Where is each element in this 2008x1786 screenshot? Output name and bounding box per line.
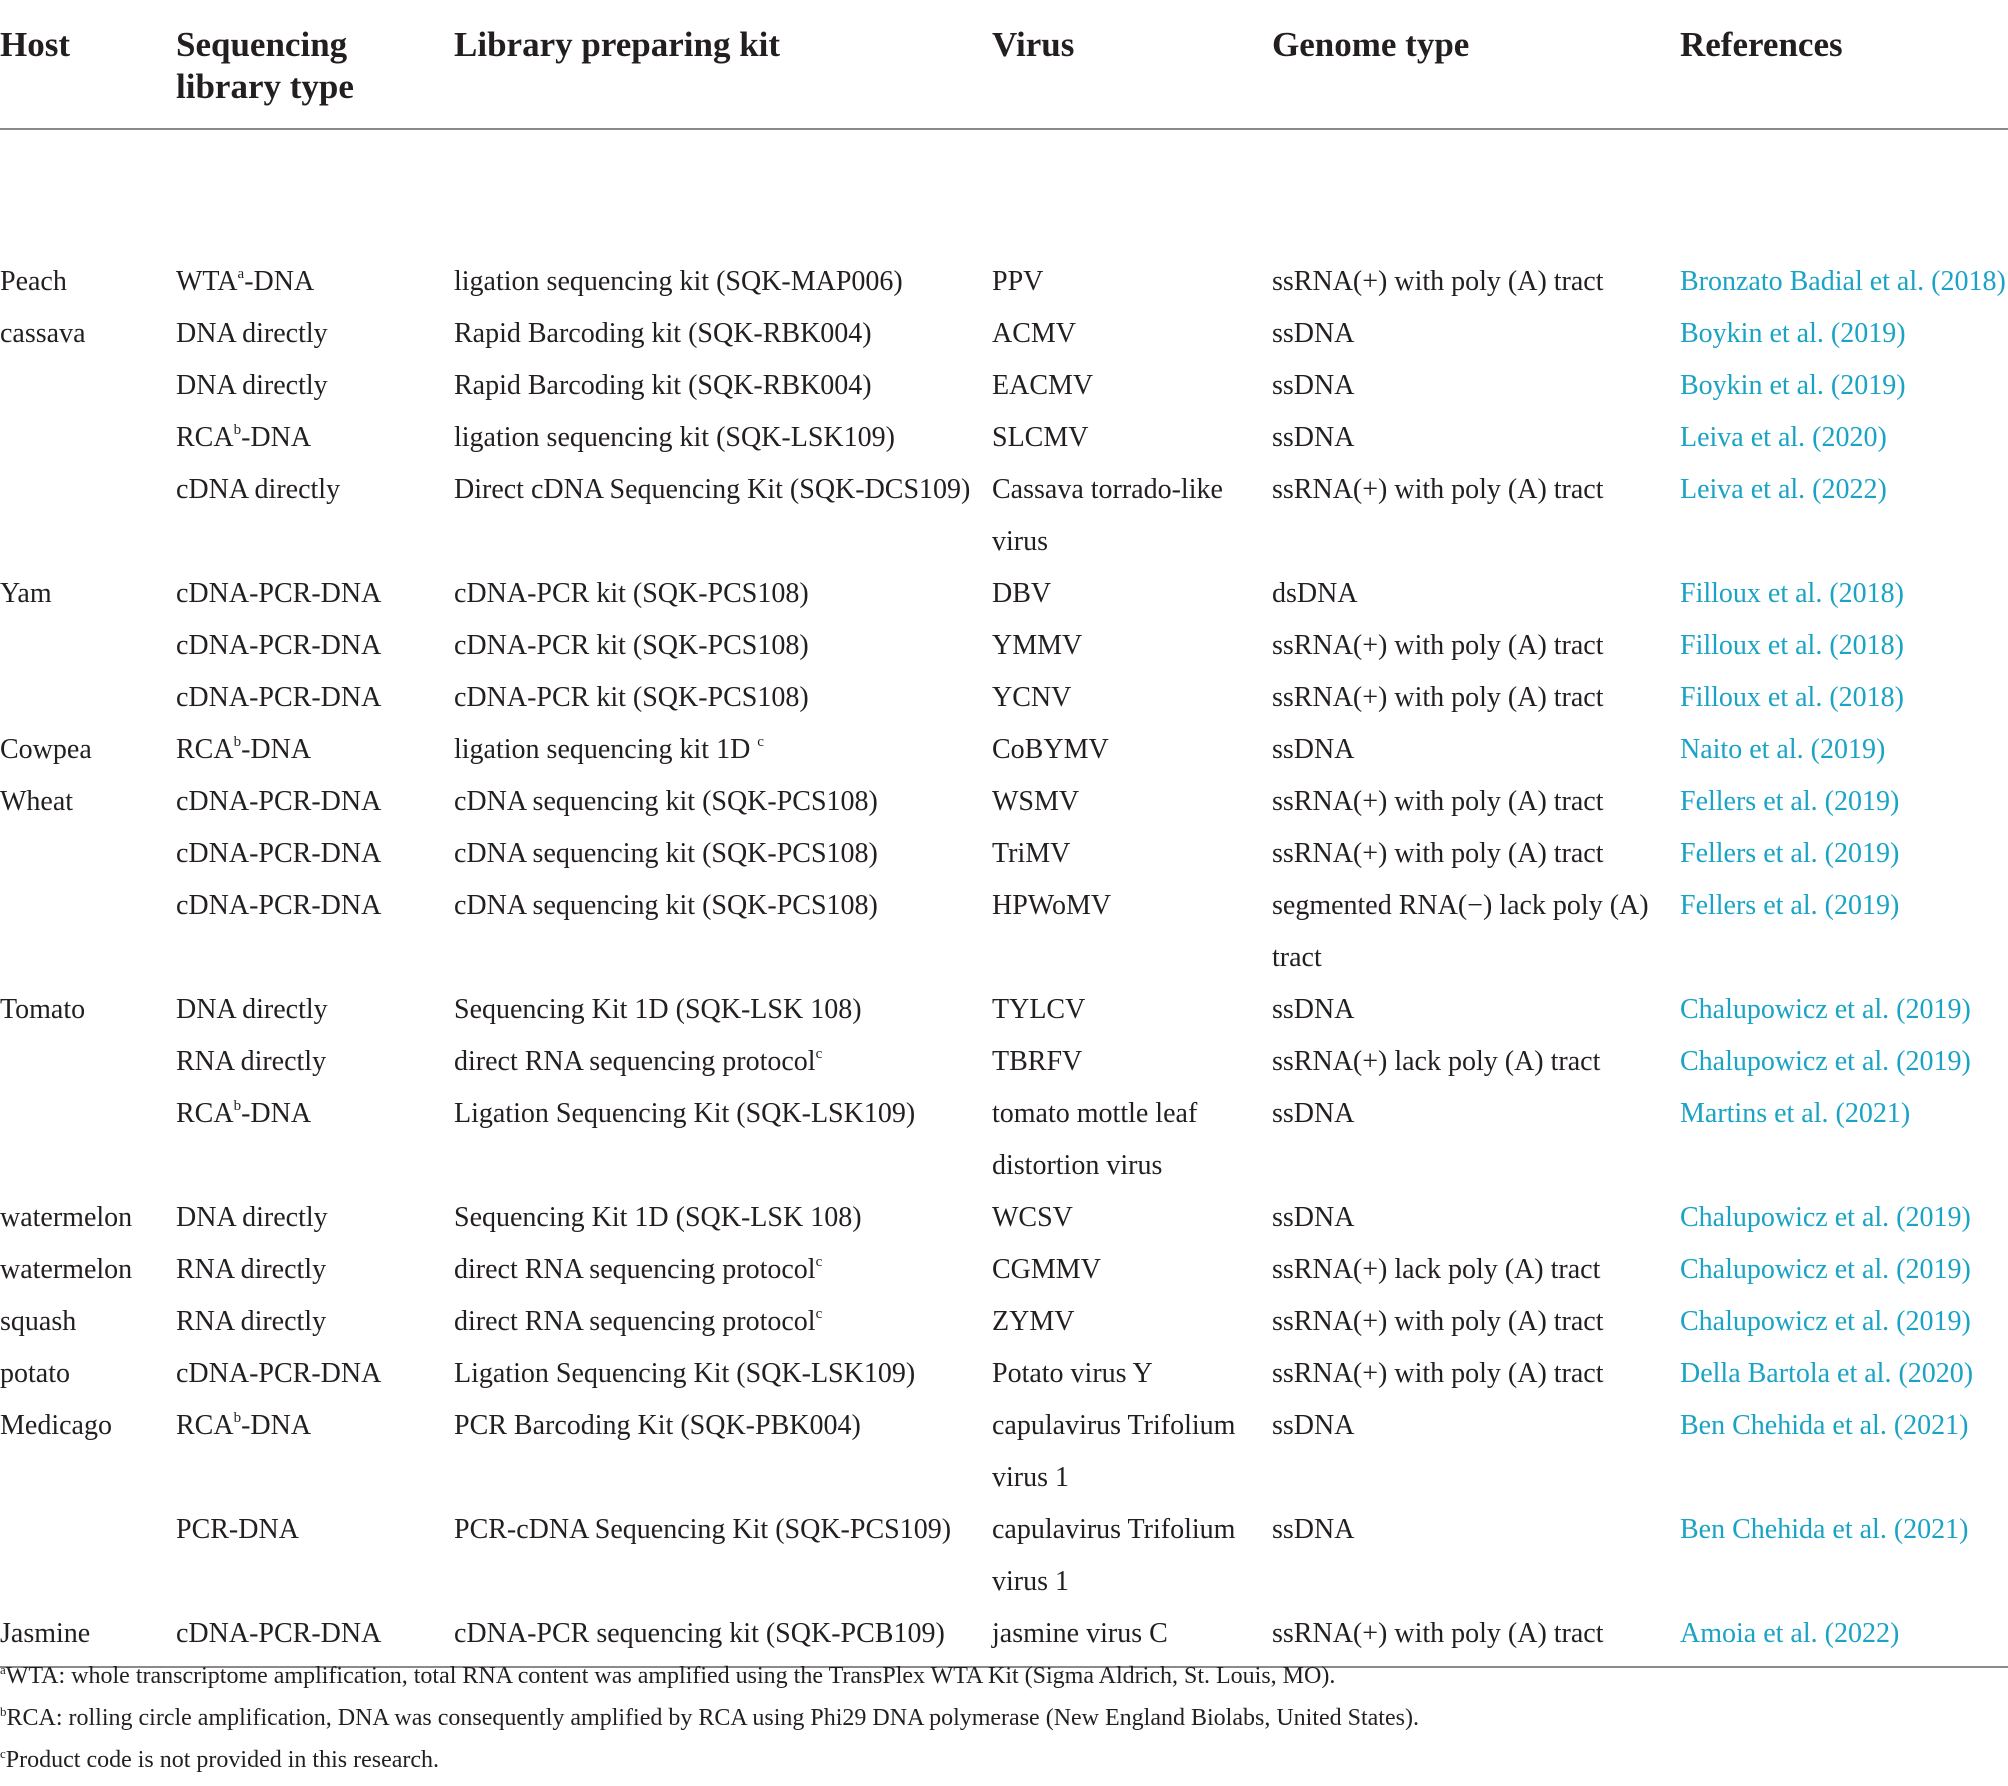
cell-virus: EACMV [992,370,1094,401]
cell-reference [1680,1088,2008,1192]
cell-library-kit [454,1504,992,1608]
cell-library-type [176,828,454,880]
library-type-suffix: -DNA [244,266,315,297]
cell-library-type [176,1296,454,1348]
cell-host [0,360,176,412]
cell-host: squash [0,1306,77,1337]
library-kit-text: Rapid Barcoding kit (SQK-RBK004) [454,370,872,401]
footnote-text: Product code is not provided in this research. [5,1747,440,1773]
cell-host [0,828,176,880]
cell-virus: CoBYMV [992,734,1109,765]
cell-library-type [176,724,454,776]
table-row [0,308,2008,360]
cell-host: Peach [0,266,67,297]
library-kit-text: cDNA sequencing kit (SQK-PCS108) [454,786,878,817]
cell-host: Yam [0,578,52,609]
library-type-text: cDNA-PCR-DNA [176,786,382,817]
cell-virus: TYLCV [992,994,1086,1025]
library-type-text: cDNA-PCR-DNA [176,890,382,921]
cell-genome-type: dsDNA [1272,578,1358,609]
reference-link[interactable]: Fellers et al. (2019) [1680,786,1900,817]
cell-host: Medicago [0,1410,112,1441]
library-type-text: DNA directly [176,994,328,1025]
cell-genome-type: ssRNA(+) with poly (A) tract [1272,266,1604,297]
table-row [0,1088,2008,1192]
library-kit-text: cDNA-PCR sequencing kit (SQK-PCB109) [454,1618,945,1649]
table-row [0,620,2008,672]
library-type-text: DNA directly [176,318,328,349]
cell-virus: WCSV [992,1202,1073,1233]
cell-genome-type: ssRNA(+) lack poly (A) tract [1272,1254,1601,1285]
library-type-text: RNA directly [176,1254,327,1285]
cell-library-kit [454,129,992,308]
cell-genome-type: ssRNA(+) with poly (A) tract [1272,474,1604,505]
reference-link[interactable]: Filloux et al. (2018) [1680,578,1904,609]
reference-link[interactable]: Chalupowicz et al. (2019) [1680,1254,1971,1285]
table-header-row [0,0,2008,129]
cell-reference [1680,129,2008,308]
cell-library-kit [454,620,992,672]
cell-host [0,1504,176,1608]
table-row [0,1296,2008,1348]
cell-reference [1680,412,2008,464]
cell-host: potato [0,1358,70,1389]
cell-genome-type: ssRNA(+) with poly (A) tract [1272,786,1604,817]
footnote-marker: c [757,734,764,750]
cell-virus: PPV [992,266,1044,297]
footnote-marker: b [233,1098,242,1114]
cell-host [0,620,176,672]
footnote-mark: a [0,1662,6,1677]
table-body [0,129,2008,1667]
library-kit-text: Ligation Sequencing Kit (SQK-LSK109) [454,1358,916,1389]
library-kit-text: ligation sequencing kit (SQK-LSK109) [454,422,895,453]
cell-library-type [176,1400,454,1504]
cell-reference [1680,464,2008,568]
table-footnotes [0,1655,2008,1781]
cell-host [0,1036,176,1088]
library-type-text: RCA [176,1098,234,1129]
table-row [0,1192,2008,1244]
cell-host: Jasmine [0,1618,91,1649]
cell-library-kit [454,1296,992,1348]
cell-host [0,880,176,984]
cell-virus: Cassava torrado-like virus [992,474,1223,557]
header-lib-line1: Sequencing [176,25,348,64]
cell-virus: SLCMV [992,422,1089,453]
library-kit-text: cDNA-PCR kit (SQK-PCS108) [454,682,809,713]
library-type-text: RNA directly [176,1046,327,1077]
cell-host: Cowpea [0,734,92,765]
cell-genome-type: ssDNA [1272,734,1355,765]
footnote-marker: c [815,1254,823,1270]
cell-genome-type: ssRNA(+) with poly (A) tract [1272,682,1604,713]
cell-reference [1680,1348,2008,1400]
library-kit-text: direct RNA sequencing protocol [454,1306,816,1337]
cell-reference [1680,1244,2008,1296]
cell-genome-type: ssRNA(+) with poly (A) tract [1272,838,1604,869]
library-kit-text: direct RNA sequencing protocol [454,1046,816,1077]
cell-library-type [176,672,454,724]
cell-host [0,464,176,568]
library-kit-text: Rapid Barcoding kit (SQK-RBK004) [454,318,872,349]
cell-library-kit [454,1192,992,1244]
reference-link[interactable]: Ben Chehida et al. (2021) [1680,1410,1969,1441]
cell-virus: YMMV [992,630,1083,661]
library-type-text: RCA [176,422,234,453]
reference-link[interactable]: Amoia et al. (2022) [1680,1618,1900,1649]
library-type-text: cDNA-PCR-DNA [176,1618,382,1649]
cell-library-type [176,1088,454,1192]
cell-library-type [176,360,454,412]
cell-reference [1680,620,2008,672]
cell-library-kit [454,568,992,620]
library-kit-text: Ligation Sequencing Kit (SQK-LSK109) [454,1098,916,1129]
footnote [0,1697,2008,1739]
library-kit-text: ligation sequencing kit (SQK-MAP006) [454,266,903,297]
table-row [0,1400,2008,1504]
footnote-marker: b [233,1410,242,1426]
cell-library-kit [454,828,992,880]
cell-reference [1680,1400,2008,1504]
table-row [0,568,2008,620]
cell-virus: TriMV [992,838,1071,869]
cell-library-kit [454,672,992,724]
cell-host: Wheat [0,786,74,817]
cell-virus: capulavirus Trifolium virus 1 [992,1410,1236,1493]
cell-host: watermelon [0,1254,133,1285]
library-type-suffix: -DNA [241,734,312,765]
cell-library-type [176,1504,454,1608]
table-row [0,1036,2008,1088]
footnote [0,1739,2008,1781]
cell-library-type [176,308,454,360]
cell-reference [1680,828,2008,880]
footnote-text: RCA: rolling circle amplification, DNA was consequently amplified by RCA using Phi29 DNA polymerase (New England Biolabs, United States). [6,1705,1419,1731]
cell-reference [1680,984,2008,1036]
reference-link[interactable]: Chalupowicz et al. (2019) [1680,1202,1971,1233]
header-lib-line2: library type [176,67,354,106]
library-type-text: RNA directly [176,1306,327,1337]
cell-library-kit [454,984,992,1036]
header-library-kit: Library preparing kit [454,0,992,129]
cell-genome-type: ssRNA(+) with poly (A) tract [1272,1306,1604,1337]
cell-library-type [176,464,454,568]
library-kit-text: Direct cDNA Sequencing Kit (SQK-DCS109) [454,474,971,505]
cell-library-type [176,1192,454,1244]
cell-host: Tomato [0,994,86,1025]
reference-link[interactable]: Fellers et al. (2019) [1680,890,1900,921]
cell-library-kit [454,1036,992,1088]
reference-link[interactable]: Della Bartola et al. (2020) [1680,1358,1974,1389]
cell-virus: WSMV [992,786,1080,817]
cell-genome-type: ssDNA [1272,1410,1355,1441]
library-kit-text: PCR Barcoding Kit (SQK-PBK004) [454,1410,861,1441]
cell-virus: capulavirus Trifolium virus 1 [992,1514,1236,1597]
cell-reference [1680,308,2008,360]
cell-virus: tomato mottle leaf distortion virus [992,1098,1198,1181]
cell-reference [1680,776,2008,828]
library-kit-text: cDNA-PCR kit (SQK-PCS108) [454,578,809,609]
library-kit-text: Sequencing Kit 1D (SQK-LSK 108) [454,1202,862,1233]
cell-host [0,1088,176,1192]
cell-genome-type: ssDNA [1272,1514,1355,1545]
cell-host [0,672,176,724]
cell-virus: TBRFV [992,1046,1083,1077]
table-row [0,776,2008,828]
cell-genome-type: ssDNA [1272,370,1355,401]
library-kit-text: PCR-cDNA Sequencing Kit (SQK-PCS109) [454,1514,952,1545]
cell-genome-type: ssRNA(+) with poly (A) tract [1272,1618,1604,1649]
cell-reference [1680,1296,2008,1348]
library-type-suffix: -DNA [241,1098,312,1129]
cell-library-type [176,1036,454,1088]
footnote-marker: c [815,1046,823,1062]
table-row [0,828,2008,880]
table-row [0,129,2008,308]
cell-virus: DBV [992,578,1052,609]
cell-genome-type: segmented RNA(−) lack poly (A) tract [1272,890,1649,973]
cell-library-type [176,568,454,620]
cell-library-type [176,1348,454,1400]
footnote-marker: b [233,422,242,438]
reference-link[interactable]: Chalupowicz et al. (2019) [1680,1046,1971,1077]
footnote-mark: c [0,1746,6,1761]
cell-reference [1680,568,2008,620]
library-type-text: PCR-DNA [176,1514,299,1545]
reference-link[interactable]: Filloux et al. (2018) [1680,682,1904,713]
reference-link[interactable]: Martins et al. (2021) [1680,1098,1911,1129]
cell-reference [1680,1036,2008,1088]
table-row [0,1348,2008,1400]
cell-virus: jasmine virus C [992,1618,1168,1649]
header-genome-type: Genome type [1272,0,1680,129]
cell-genome-type: ssRNA(+) with poly (A) tract [1272,630,1604,661]
cell-reference [1680,1504,2008,1608]
reference-link[interactable]: Boykin et al. (2019) [1680,370,1906,401]
table-row [0,1244,2008,1296]
footnote-marker: c [815,1306,823,1322]
header-virus: Virus [992,0,1272,129]
cell-reference [1680,672,2008,724]
library-kit-text: cDNA sequencing kit (SQK-PCS108) [454,890,878,921]
library-type-text: WTA [176,266,238,297]
footnote [0,1655,2008,1697]
footnote-mark: b [0,1704,7,1719]
cell-host: watermelon [0,1202,133,1233]
cell-library-kit [454,412,992,464]
reference-link[interactable]: Ben Chehida et al. (2021) [1680,1514,1969,1545]
table-row [0,360,2008,412]
reference-link[interactable]: Boykin et al. (2019) [1680,318,1906,349]
library-kit-text: ligation sequencing kit 1D [454,734,758,765]
library-type-text: DNA directly [176,370,328,401]
cell-library-kit [454,1244,992,1296]
header-sequencing-library-type [176,0,454,129]
reference-link[interactable]: Leiva et al. (2020) [1680,422,1887,453]
library-type-text: cDNA-PCR-DNA [176,682,382,713]
cell-library-type [176,412,454,464]
header-references: References [1680,0,2008,129]
cell-library-kit [454,308,992,360]
cell-library-type [176,1244,454,1296]
library-kit-text: Sequencing Kit 1D (SQK-LSK 108) [454,994,862,1025]
cell-reference [1680,1192,2008,1244]
cell-virus: ACMV [992,318,1077,349]
reference-link[interactable]: Leiva et al. (2022) [1680,474,1887,505]
cell-reference [1680,360,2008,412]
cell-genome-type: ssDNA [1272,1202,1355,1233]
reference-link[interactable]: Naito et al. (2019) [1680,734,1886,765]
library-type-text: DNA directly [176,1202,328,1233]
cell-library-kit [454,880,992,984]
header-host: Host [0,0,176,129]
library-type-text: cDNA-PCR-DNA [176,578,382,609]
library-kit-text: direct RNA sequencing protocol [454,1254,816,1285]
cell-library-kit [454,1348,992,1400]
cell-library-type [176,880,454,984]
cell-library-kit [454,1400,992,1504]
cell-reference [1680,724,2008,776]
cell-host: cassava [0,318,86,349]
cell-library-kit [454,464,992,568]
reference-link[interactable]: Filloux et al. (2018) [1680,630,1904,661]
footnote-text: WTA: whole transcriptome amplification, total RNA content was amplified using the TransPlex WTA Kit (Sigma Aldrich, St. Louis, MO). [5,1663,1336,1689]
cell-genome-type: ssDNA [1272,318,1355,349]
cell-virus: Potato virus Y [992,1358,1153,1389]
table-row [0,412,2008,464]
cell-virus: YCNV [992,682,1072,713]
cell-library-type [176,984,454,1036]
cell-virus: CGMMV [992,1254,1101,1285]
reference-link[interactable]: Fellers et al. (2019) [1680,838,1900,869]
cell-library-kit [454,1088,992,1192]
reference-link[interactable]: Chalupowicz et al. (2019) [1680,1306,1971,1337]
cell-library-kit [454,724,992,776]
cell-library-type [176,620,454,672]
reference-link[interactable]: Chalupowicz et al. (2019) [1680,994,1971,1025]
cell-virus: HPWoMV [992,890,1112,921]
library-type-text: cDNA-PCR-DNA [176,630,382,661]
cell-virus: ZYMV [992,1306,1075,1337]
cell-host [0,412,176,464]
library-type-text: cDNA-PCR-DNA [176,838,382,869]
library-type-text: cDNA-PCR-DNA [176,1358,382,1389]
table-row [0,464,2008,568]
table-row [0,984,2008,1036]
table-row [0,1504,2008,1608]
table-row [0,724,2008,776]
library-type-text: cDNA directly [176,474,341,505]
cell-genome-type: ssDNA [1272,994,1355,1025]
library-type-text: RCA [176,1410,234,1441]
cell-library-type [176,129,454,308]
reference-link[interactable]: Bronzato Badial et al. (2018) [1680,266,2006,297]
cell-library-kit [454,360,992,412]
cell-library-type [176,776,454,828]
library-kit-text: cDNA sequencing kit (SQK-PCS108) [454,838,878,869]
cell-reference [1680,880,2008,984]
table-row [0,672,2008,724]
library-kit-text: cDNA-PCR kit (SQK-PCS108) [454,630,809,661]
table-row [0,880,2008,984]
library-type-suffix: -DNA [241,1410,312,1441]
library-type-text: RCA [176,734,234,765]
cell-library-kit [454,776,992,828]
footnote-marker: a [237,266,245,282]
cell-genome-type: ssRNA(+) with poly (A) tract [1272,1358,1604,1389]
cell-genome-type: ssRNA(+) lack poly (A) tract [1272,1046,1601,1077]
cell-genome-type: ssDNA [1272,1098,1355,1129]
cell-genome-type: ssDNA [1272,422,1355,453]
footnote-marker: b [233,734,242,750]
library-type-suffix: -DNA [241,422,312,453]
